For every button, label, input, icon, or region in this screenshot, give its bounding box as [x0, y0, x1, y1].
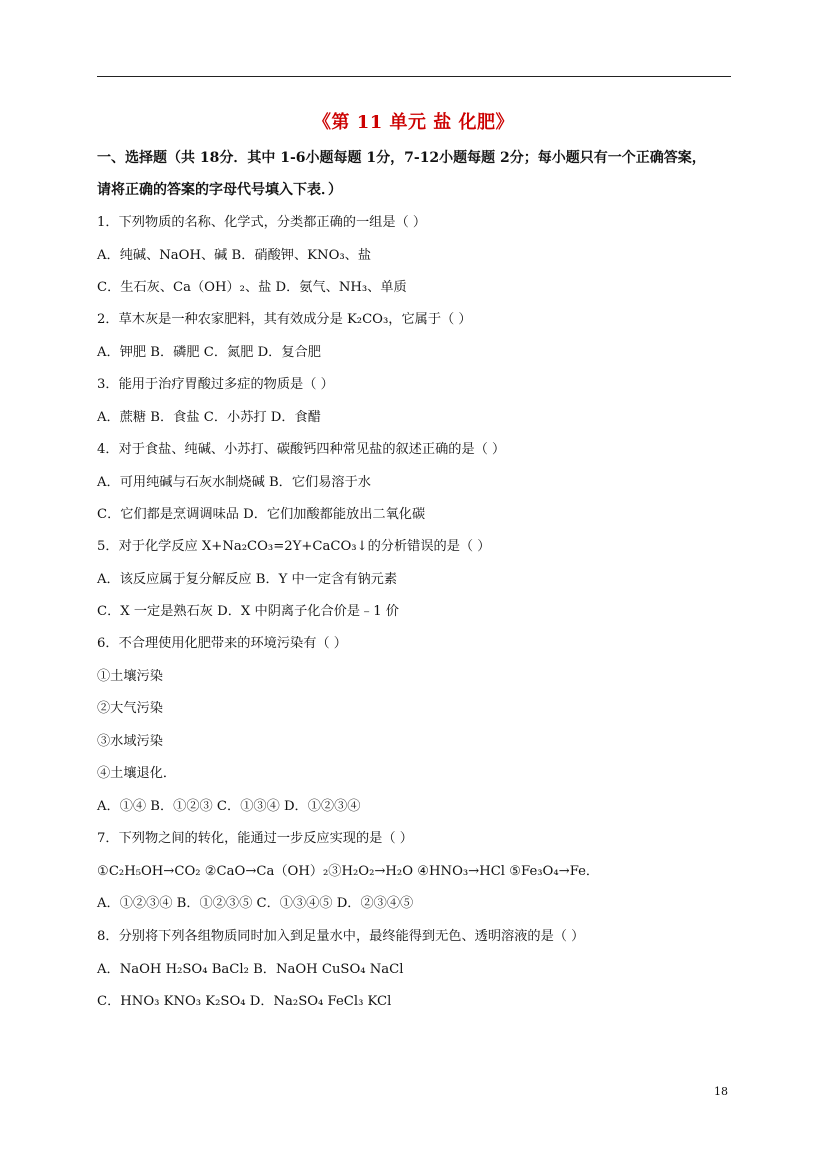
section-header-line-1: 一、选择题（共 18分．其中 1-6小题每题 1分，7-12小题每题 2分；每小题只有一个正确答案，	[97, 150, 706, 166]
question-8: 8．分别将下列各组物质同时加入到足量水中，最终能得到无色、透明溶液的是（ ）	[97, 929, 585, 944]
header-rule	[97, 76, 731, 77]
q2-options: A．钾肥 B．磷肥 C．氮肥 D．复合肥	[97, 345, 321, 360]
q7-items: ①C₂H₅OH→CO₂ ②CaO→Ca（OH）₂③H₂O₂→H₂O ④HNO₃→HCl ⑤Fe₃O₄→Fe．	[97, 864, 600, 879]
q5-options-cd: C．X 一定是熟石灰 D．X 中阴离子化合价是﹣1 价	[97, 604, 399, 619]
q6-item-4: ④土壤退化．	[97, 766, 177, 781]
q6-item-2: ②大气污染	[97, 701, 163, 716]
question-3: 3．能用于治疗胃酸过多症的物质是（ ）	[97, 377, 334, 392]
document-title: 《第 11 单元 盐 化肥》	[312, 112, 515, 133]
question-2: 2．草木灰是一种农家肥料，其有效成分是 K₂CO₃，它属于（ ）	[97, 312, 472, 327]
q7-options: A．①②③④ B．①②③⑤ C．①③④⑤ D．②③④⑤	[97, 896, 414, 911]
page-number: 18	[714, 1085, 728, 1098]
q6-item-3: ③水域污染	[97, 734, 163, 749]
question-6: 6．不合理使用化肥带来的环境污染有（ ）	[97, 636, 347, 651]
q1-options-cd: C．生石灰、Ca（OH）₂、盐 D．氨气、NH₃、单质	[97, 280, 407, 295]
q4-options-ab: A．可用纯碱与石灰水制烧碱 B．它们易溶于水	[97, 475, 371, 490]
question-1: 1．下列物质的名称、化学式，分类都正确的一组是（ ）	[97, 215, 427, 230]
question-5: 5．对于化学反应 X+Na₂CO₃=2Y+CaCO₃↓的分析错误的是（ ）	[97, 539, 491, 554]
q3-options: A．蔗糖 B．食盐 C．小苏打 D．食醋	[97, 410, 321, 425]
question-7: 7．下列物之间的转化，能通过一步反应实现的是（ ）	[97, 831, 413, 846]
q6-item-1: ①土壤污染	[97, 669, 163, 684]
section-header-line-2: 请将正确的答案的字母代号填入下表．）	[97, 182, 342, 198]
q8-options-cd: C．HNO₃ KNO₃ K₂SO₄ D．Na₂SO₄ FeCl₃ KCl	[97, 994, 392, 1009]
q6-options: A．①④ B．①②③ C．①③④ D．①②③④	[97, 799, 361, 814]
q8-options-ab: A．NaOH H₂SO₄ BaCl₂ B．NaOH CuSO₄ NaCl	[97, 962, 404, 977]
q4-options-cd: C．它们都是烹调调味品 D．它们加酸都能放出二氧化碳	[97, 507, 426, 522]
q5-options-ab: A．该反应属于复分解反应 B．Y 中一定含有钠元素	[97, 572, 398, 587]
q1-options-ab: A．纯碱、NaOH、碱 B．硝酸钾、KNO₃、盐	[97, 248, 372, 263]
question-4: 4．对于食盐、纯碱、小苏打、碳酸钙四种常见盐的叙述正确的是（ ）	[97, 442, 506, 457]
